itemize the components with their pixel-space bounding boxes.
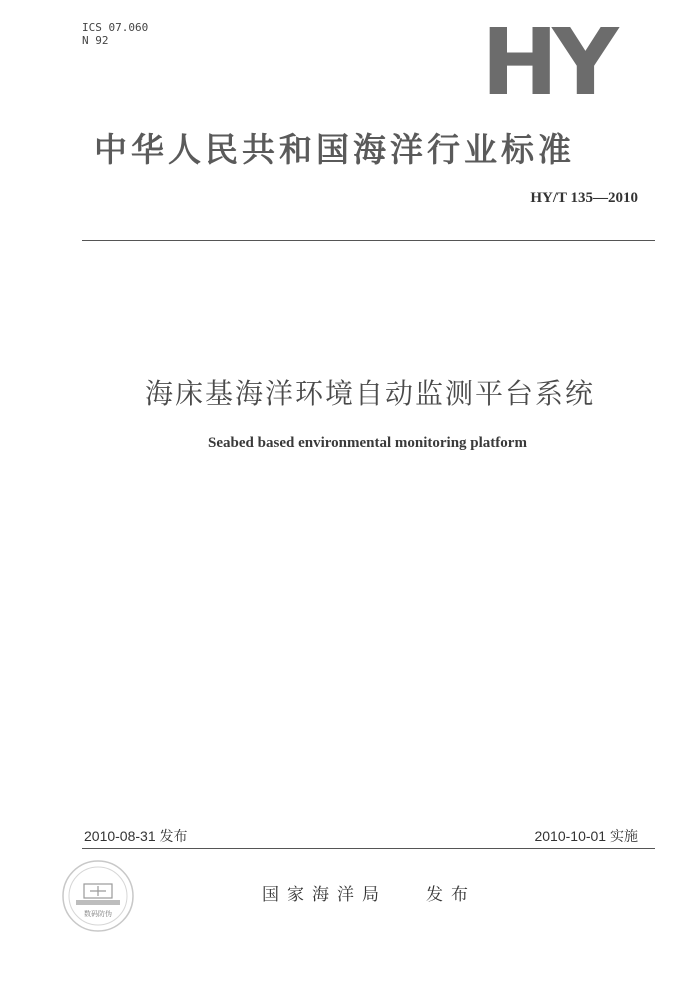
classification-codes <box>82 21 148 47</box>
effective-date: 2010-10-01 实施 <box>534 828 638 844</box>
publish-label: 发布 <box>426 885 476 905</box>
issue-date: 2010-08-31 发布 <box>84 828 188 844</box>
top-divider <box>82 240 655 241</box>
anti-counterfeit-stamp <box>60 858 136 934</box>
document-title-chinese: 海床基海洋环境自动监测平台系统 <box>144 377 595 410</box>
stamp-label: 数码防伪 <box>84 910 112 918</box>
standard-number: HY/T 135—2010 <box>530 190 638 206</box>
ics-code: ICS 07.060 <box>82 21 149 34</box>
logo-letters: HY <box>481 9 613 116</box>
bottom-divider <box>82 848 655 849</box>
standard-series-title: 中华人民共和国海洋行业标准 <box>94 130 575 169</box>
issuing-authority: 国家海洋局 <box>262 885 387 905</box>
ccs-code: N 92 <box>82 34 109 47</box>
document-title-english: Seabed based environmental monitoring platform <box>208 435 527 451</box>
hy-logo <box>476 9 618 116</box>
